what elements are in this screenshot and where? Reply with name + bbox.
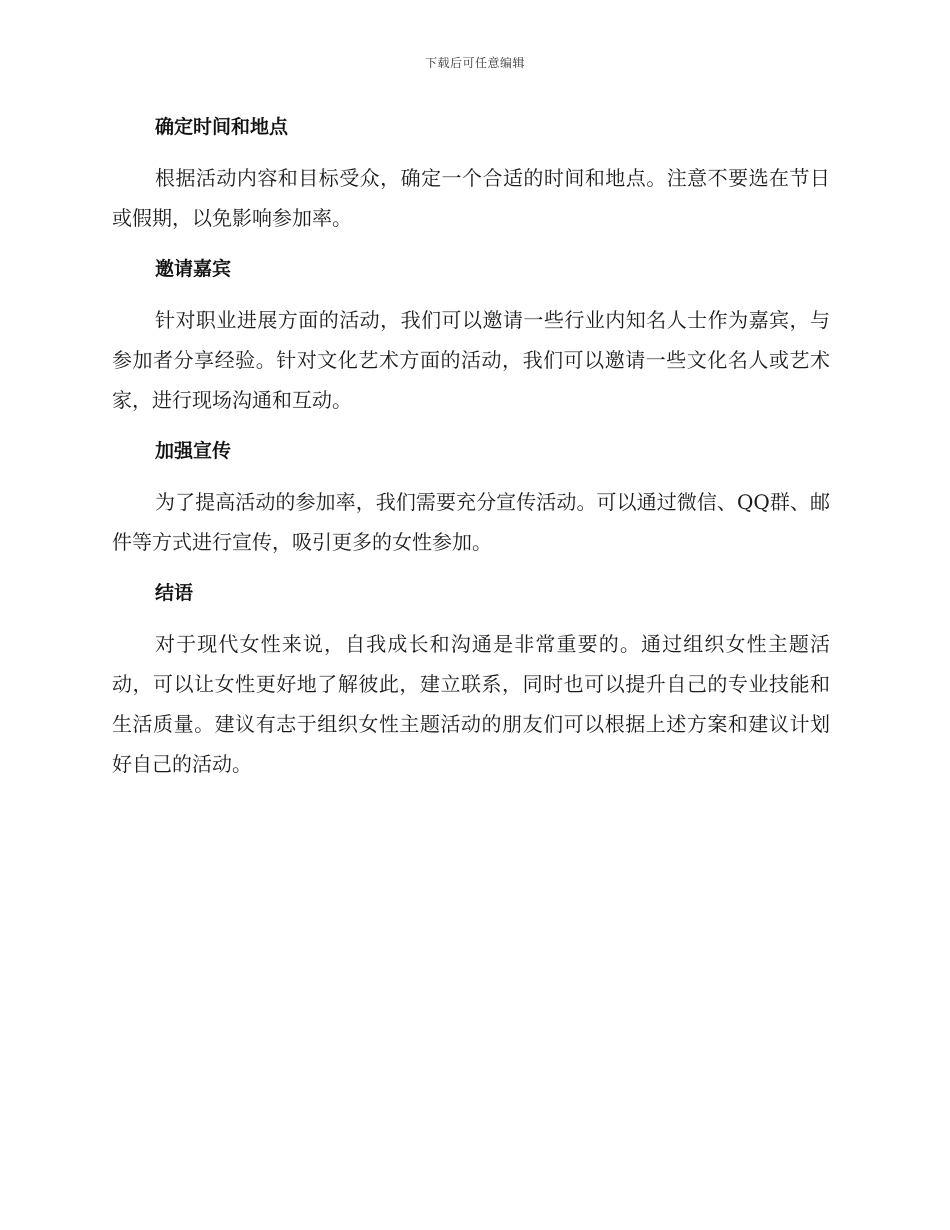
section-heading-conclusion: 结语 [155,582,194,604]
section-paragraph-promotion: 为了提高活动的参加率，我们需要充分宣传活动。可以通过微信、QQ群、邮件等方式进行宣传，吸引更多的女性参加。 [112,490,830,554]
section-paragraph-conclusion: 对于现代女性来说，自我成长和沟通是非常重要的。通过组织女性主题活动，可以让女性更好地了解彼此，建立联系，同时也可以提升自己的专业技能和生活质量。建议有志于组织女性主题活动的朋友们可以根据上述方案和建议计划好自己的活动。 [112,632,830,776]
section-paragraph-time-place: 根据活动内容和目标受众，确定一个合适的时间和地点。注意不要选在节日或假期，以免影响参加率。 [112,166,830,230]
section-heading-time-place: 确定时间和地点 [155,116,289,138]
section-heading-guests: 邀请嘉宾 [155,258,232,280]
page-header: 下载后可任意编辑 [424,56,525,70]
document-body [112,110,830,798]
section-paragraph-guests: 针对职业进展方面的活动，我们可以邀请一些行业内知名人士作为嘉宾，与参加者分享经验。针对文化艺术方面的活动，我们可以邀请一些文化名人或艺术家，进行现场沟通和互动。 [112,308,830,412]
section-heading-promotion: 加强宣传 [155,440,232,462]
